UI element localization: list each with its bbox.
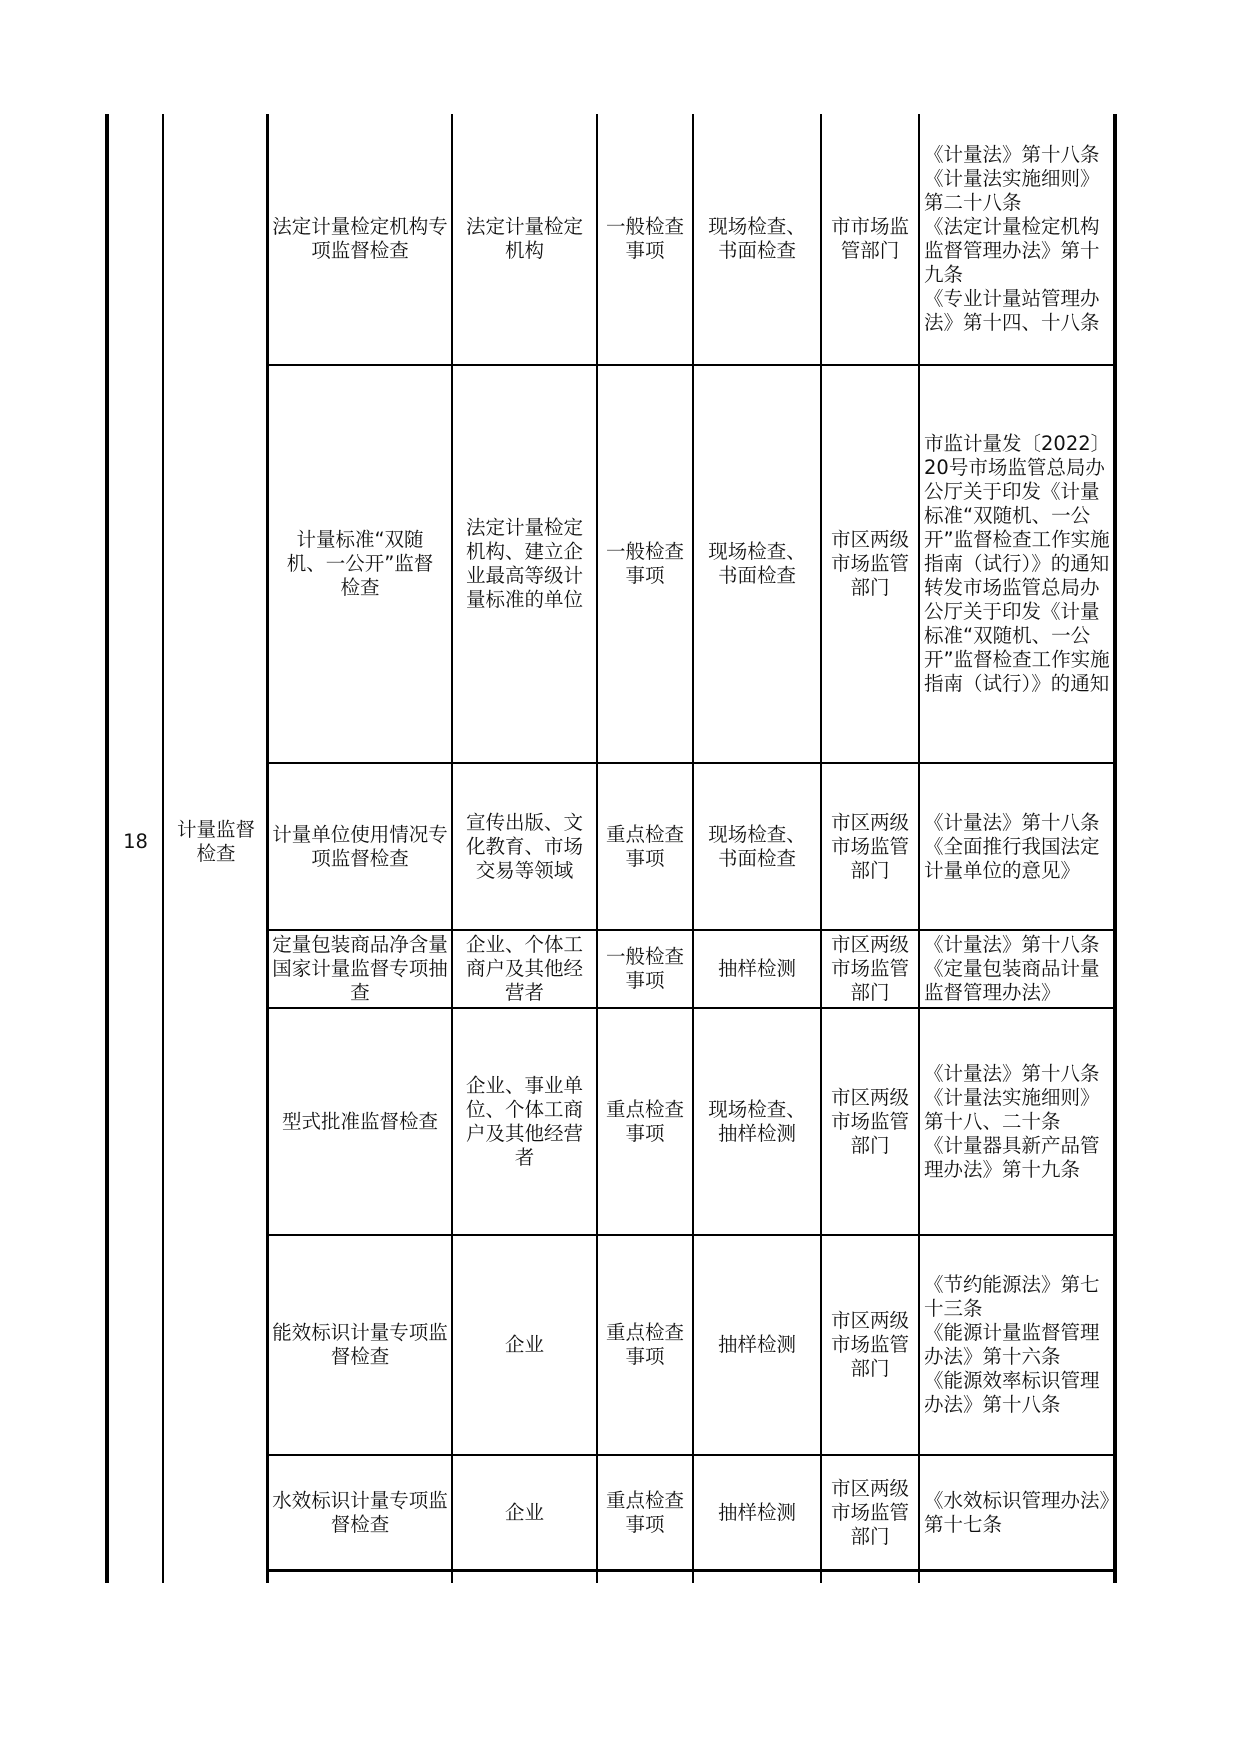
table-row-3-dept: 市区两级市场监管部门	[830, 810, 909, 882]
table-row-3-type: 重点检查事项	[605, 822, 684, 870]
divider-number-category	[162, 114, 164, 1583]
table-row-2-method: 现场检查、书面检查	[708, 540, 806, 587]
table-row-7-basis: 《水效标识管理办法》第十七条	[924, 1488, 1110, 1536]
table-row-7-object: 企业	[504, 1500, 544, 1524]
table-row-4-dept: 市区两级市场监管部门	[830, 933, 909, 1004]
table-row-6-dept: 市区两级市场监管部门	[830, 1309, 909, 1380]
table-row-4-method: 抽样检测	[717, 957, 796, 980]
table-row-4-type: 一般检查事项	[605, 945, 684, 992]
table-bottom-border	[266, 1569, 1117, 1572]
table-row-7-method: 抽样检测	[717, 1500, 796, 1524]
table-row-6-method: 抽样检测	[717, 1333, 796, 1356]
table-row-1-object: 法定计量检定机构	[465, 215, 583, 262]
table-row-2-item: 计量标准“双随机、一公开”监督检查	[286, 528, 434, 599]
table-row-2-dept: 市区两级市场监管部门	[830, 528, 909, 599]
table-row-4-object: 企业、个体工商户及其他经营者	[465, 933, 583, 1004]
table-row-2-object: 法定计量检定机构、建立企业最高等级计量标准的单位	[465, 516, 583, 611]
table-row-5-method: 现场检查、抽样检测	[708, 1097, 806, 1145]
table-row-5-basis: 《计量法》第十八条 《计量法实施细则》第十八、二十条 《计量器具新产品管理办法》第十九条	[924, 1061, 1100, 1181]
group-category: 计量监督检查	[176, 817, 255, 865]
right-border-thick	[1113, 114, 1117, 1583]
table-row-6-object: 企业	[504, 1333, 544, 1356]
table-row-7-dept: 市区两级市场监管部门	[830, 1476, 909, 1548]
table-row-1-item: 法定计量检定机构专项监督检查	[272, 215, 448, 262]
table-row-5-object: 企业、事业单位、个体工商户及其他经营者	[465, 1073, 583, 1169]
table-row-1-method: 现场检查、书面检查	[708, 215, 806, 262]
table-row-4-basis: 《计量法》第十八条 《定量包装商品计量监督管理办法》	[924, 933, 1100, 1004]
table-row-2-basis: 市监计量发〔2022〕20号市场监管总局办公厅关于印发《计量标准“双随机、一公开”监督检查工作实施指南（试行）》的通知 转发市场监管总局办公厅关于印发《计量标准“双随机、一公开”监督检查工作实施指南（试行）》的通知	[924, 432, 1111, 695]
table-row-6-item: 能效标识计量专项监督检查	[272, 1321, 448, 1368]
table-row-3-object: 宣传出版、文化教育、市场交易等领域	[465, 810, 583, 882]
table-row-6-type: 重点检查事项	[605, 1321, 684, 1368]
table-row-2-type: 一般检查事项	[605, 540, 684, 587]
table-row-5-type: 重点检查事项	[605, 1097, 684, 1145]
table-row-1-type: 一般检查事项	[605, 215, 684, 262]
table-row-4-item: 定量包装商品净含量国家计量监督专项抽查	[272, 933, 448, 1004]
table-row-3-item: 计量单位使用情况专项监督检查	[272, 822, 448, 870]
table-row-6-basis: 《节约能源法》第七十三条 《能源计量监督管理办法》第十六条 《能源效率标识管理办法》第十八条	[924, 1273, 1100, 1416]
group-number: 18	[123, 829, 148, 853]
table-row-5-dept: 市区两级市场监管部门	[830, 1085, 909, 1157]
table-row-3-method: 现场检查、书面检查	[708, 822, 806, 870]
table-row-1-basis: 《计量法》第十八条 《计量法实施细则》第二十八条 《法定计量检定机构监督管理办法》第十九条 《专业计量站管理办法》第十四、十八条	[924, 143, 1100, 334]
table-row-1-dept: 市市场监管部门	[830, 215, 909, 262]
table-row-7-item: 水效标识计量专项监督检查	[272, 1488, 448, 1536]
table-row-7-type: 重点检查事项	[605, 1488, 684, 1536]
table-row-3-basis: 《计量法》第十八条 《全面推行我国法定计量单位的意见》	[924, 810, 1100, 882]
table-row-5-item: 型式批准监督检查	[281, 1109, 438, 1133]
